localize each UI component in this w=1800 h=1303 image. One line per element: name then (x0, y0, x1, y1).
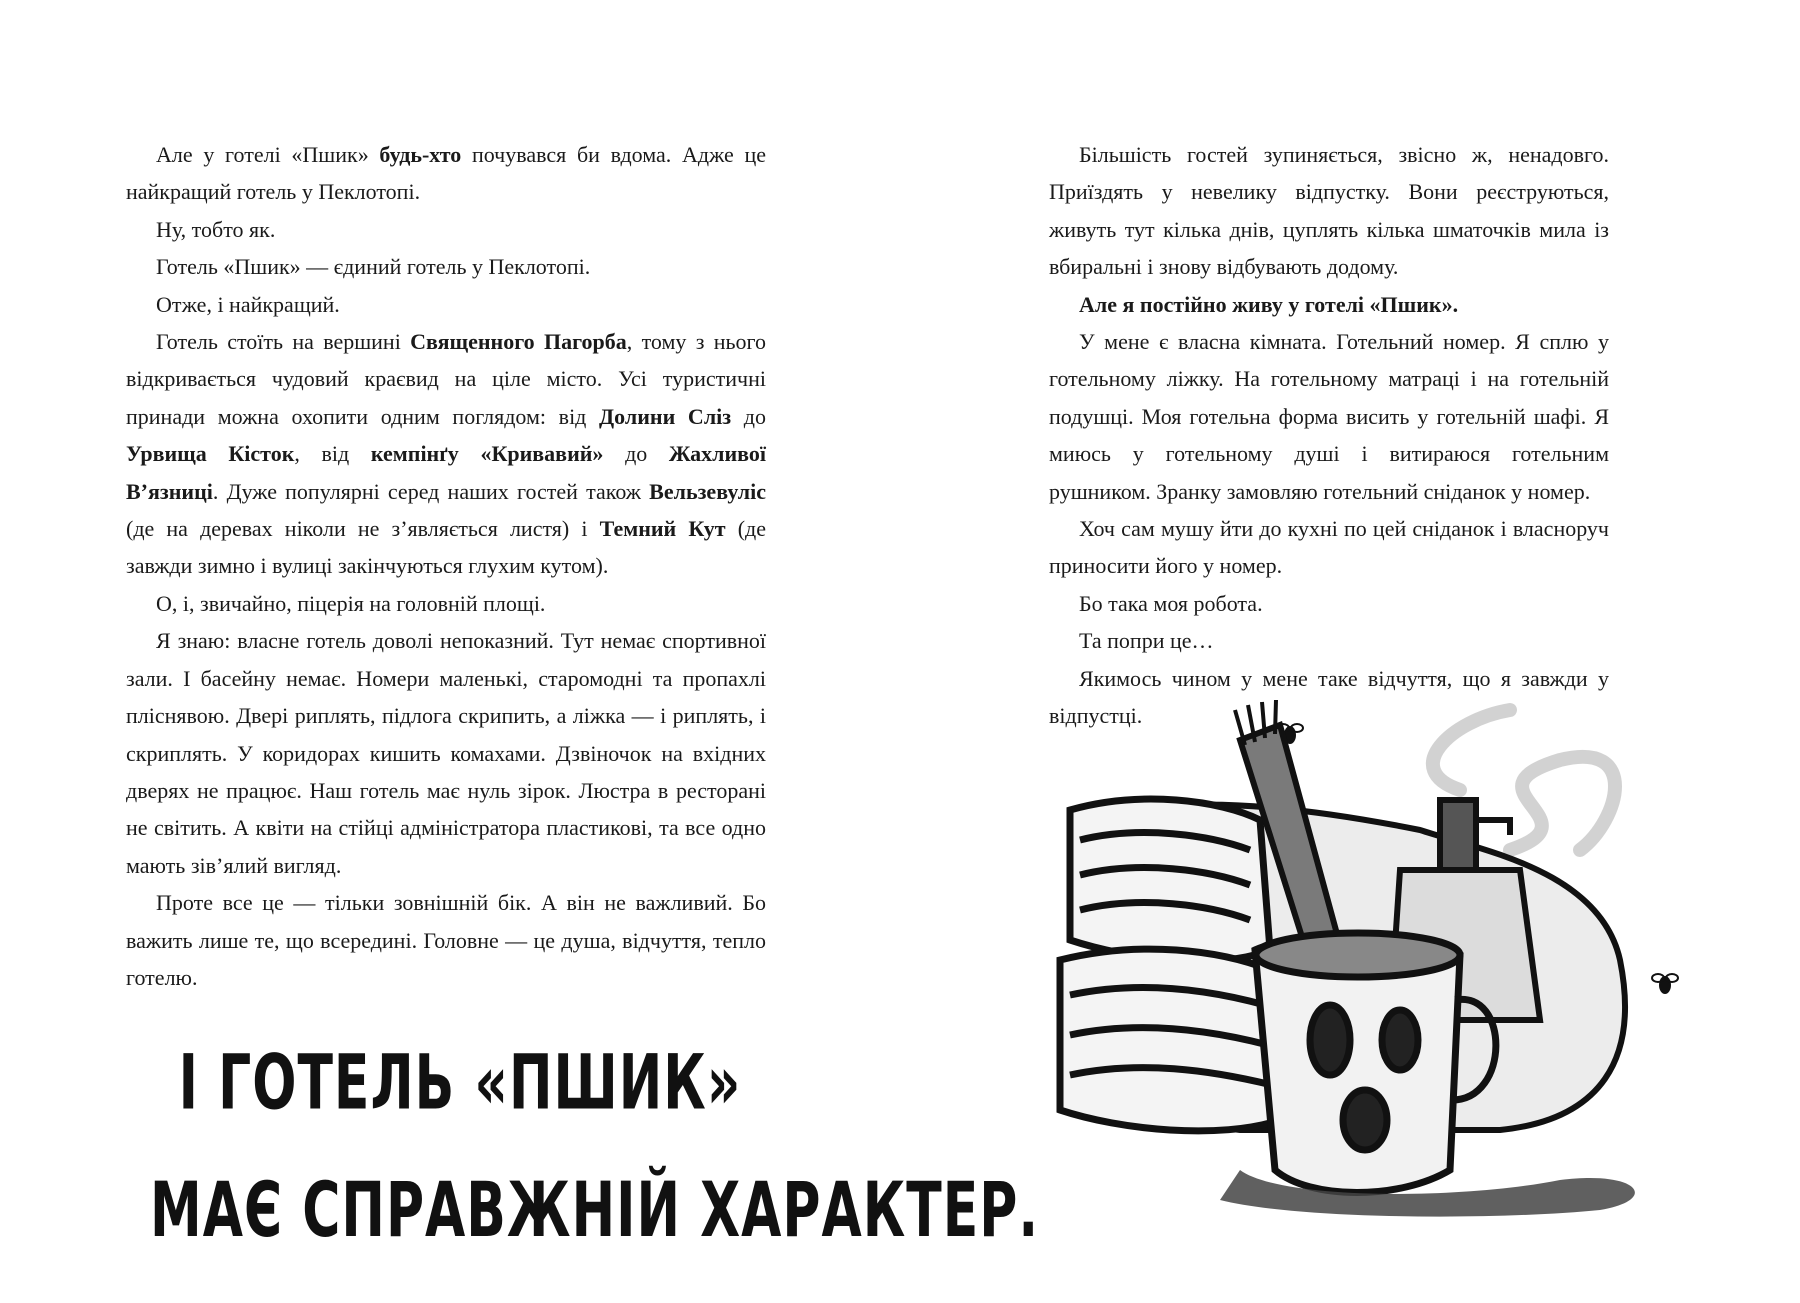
text-run: до (731, 403, 766, 429)
bold-text-run: Але я постійно живу у готелі «Пшик». (1079, 291, 1459, 317)
text-run: Ну, тобто як. (156, 216, 276, 242)
bold-text-run: Вельзевуліс (649, 478, 766, 504)
paragraph (126, 248, 766, 285)
paragraph (1049, 622, 1609, 659)
bold-text-run: Долини Сліз (599, 403, 732, 429)
text-run: Більшість гостей зупиняється, звісно ж, ненадовго. Приїздять у невелику відпустку. Вони реєструються, живуть тут кілька днів, цуплять кілька шматочків мила із вбиральні і знову відбувають додому. (1049, 142, 1609, 280)
paragraph (126, 286, 766, 323)
bold-text-run: Урвища Кісток (126, 441, 295, 467)
bold-text-run: Жахливої В’язниці (126, 441, 766, 504)
text-run: Готель «Пшик» — єдиний готель у Пеклотопі. (156, 254, 591, 280)
paragraph (1049, 585, 1609, 622)
paragraph (126, 136, 766, 211)
hand-lettered-slogan (150, 1020, 1040, 1275)
fly-icon (1652, 974, 1678, 994)
bold-text-run: будь-хто (379, 142, 462, 167)
right-page (900, 0, 1800, 1303)
text-run: до (603, 441, 669, 467)
text-run: почувався би вдома. Адже це найкращий готель у Пеклотопі. (126, 142, 767, 205)
paragraph (126, 585, 766, 622)
slogan-line-1: І ГОТЕЛЬ «ПШИК» (178, 1040, 742, 1128)
text-run: (де на деревах ніколи не з’являється листя) і (126, 516, 600, 542)
text-run: Але у готелі «Пшик» (156, 142, 380, 167)
text-run: У мене є власна кімната. Готельний номер. Я сплю у готельному ліжку. На готельному матраці і на готельній подушці. Моя готельна форма висить у готельній шафі. Я миюсь у готельному душі і витираюся готельним рушником. Зранку замовляю готельний сніданок у номер. (1049, 329, 1609, 504)
text-run: , від (294, 441, 371, 467)
paragraph (1049, 323, 1609, 510)
text-run: Якимось чином у мене таке відчуття, що я завжди у відпустці. (1049, 665, 1609, 729)
text-run: , тому з нього відкривається чудовий краєвид на ціле місто. Усі туристичні принади можна охопити одним поглядом: від (126, 329, 766, 429)
paragraph (126, 884, 766, 996)
text-run: Я знаю: власне готель доволі непоказний. Тут немає спортивної зали. І басейну немає. Номери маленькі, старомодні та пропахлі пліснявою. Двері риплять, підлога скрипить, а ліжка — і риплять, і скриплять. У коридорах кишить комахами. Дзвіночок на вхідних дверях не працює. Наш готель має нуль зірок. Люстра в ресторані не світить. А квіти на стійці адміністратора пластикові, та все одно мають зів’ялий вигляд. (126, 628, 766, 878)
paragraph (1049, 136, 1609, 286)
text-run: Готель стоїть на вершині (156, 329, 411, 355)
towels-icon (1060, 799, 1280, 1131)
slogan-line-2: МАЄ СПРАВЖНІЙ ХАРАКТЕР. (150, 1167, 1040, 1255)
paragraph (1049, 510, 1609, 585)
paragraph (126, 622, 766, 884)
left-page-text (126, 136, 766, 996)
text-run: Бо така моя робота. (1079, 590, 1263, 616)
bold-text-run: кемпінґу «Кривавий» (370, 441, 604, 467)
paragraph (1049, 286, 1609, 323)
text-run: О, і, звичайно, піцерія на головній площі. (156, 590, 546, 616)
bold-text-run: Темний Кут (599, 516, 726, 542)
paragraph (126, 211, 766, 248)
bathroom-illustration (1040, 700, 1680, 1220)
text-run: Та попри це… (1079, 628, 1214, 654)
paragraph (126, 323, 766, 585)
right-page-text (1049, 136, 1609, 735)
text-run: . Дуже популярні серед наших гостей також (212, 478, 650, 504)
text-run: Проте все це — тільки зовнішній бік. А він не важливий. Бо важить лише те, що всередині. Головне — це душа, відчуття, тепло готелю. (126, 890, 766, 990)
text-run: Отже, і найкращий. (156, 291, 340, 317)
bold-text-run: Священного Пагорба (410, 329, 627, 355)
text-run: (де завжди зимно і вулиці закінчуються глухим кутом). (126, 516, 766, 579)
text-run: Хоч сам мушу йти до кухні по цей сніданок і власноруч приносити його у номер. (1049, 516, 1609, 579)
